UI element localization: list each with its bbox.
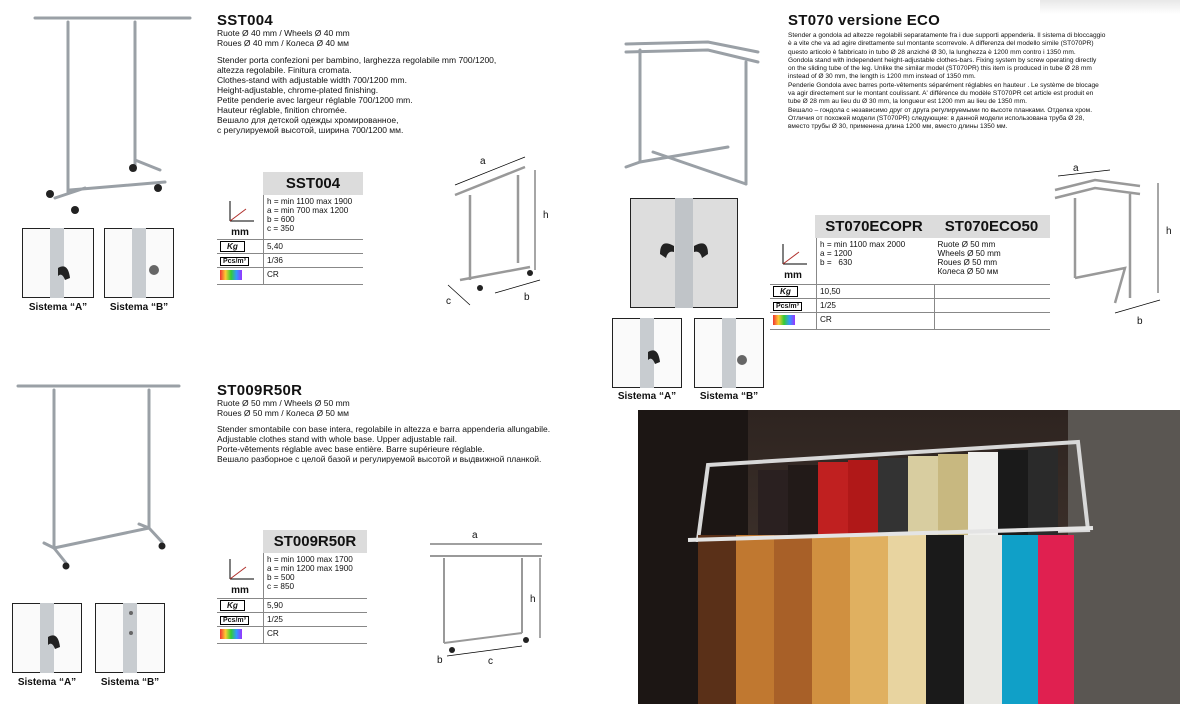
desc-line: вместо трубы Ø 30, применена длина 1200 мм, вместо длины 1350 мм. — [788, 123, 1008, 131]
st009-spec-table — [217, 530, 367, 644]
system-b-caption: Sistema “B” — [109, 302, 169, 313]
desc-line: Вешало разборное с целой базой и регулируемой высотой и выдвижной планкой. — [217, 454, 542, 464]
system-a-knob-image — [22, 228, 94, 298]
pcs-icon: Pcs/m³ — [220, 616, 249, 625]
st009-system-b-image — [95, 603, 165, 673]
desc-line: va agir directement sur le montant coulissant. A' différence du modèle ST070PR cet article est produit en — [788, 90, 1094, 98]
store-display-photo — [638, 410, 1180, 704]
weight-value: 5,40 — [264, 240, 364, 254]
dim-line: a = min 1200 max 1900 — [267, 564, 353, 573]
desc-line: Stender a gondola ad altezze regolabili separatamente fra i due supporti appenderia. Il sistema di bloccaggio — [788, 32, 1106, 39]
sst004-wheels — [217, 28, 350, 48]
color-finish-icon — [220, 270, 242, 280]
sst004-label-a: a — [480, 156, 486, 167]
st070-system-a-caption: Sistema “A” — [617, 391, 677, 402]
desc-line: Petite penderie avec largeur réglable 700/1200 mm. — [217, 95, 413, 105]
finish-value: CR — [264, 268, 364, 285]
mm-label: mm — [784, 270, 802, 281]
sst004-label-c: c — [446, 296, 451, 307]
desc-line: on the sliding tube of the leg. Unlike the similar model (ST070PR) this item is produced in tube Ø 28 mm — [788, 65, 1092, 73]
sst004-spec-table — [217, 172, 363, 285]
desc-line: Вешало – гондола с независимо друг от друга регулируемыми по высоте планками. Отделка хром. — [788, 106, 1093, 114]
st070-spec-table — [770, 215, 1050, 330]
st009-label-c: c — [488, 656, 493, 667]
wheel-line: Wheels Ø 50 mm — [937, 249, 1001, 258]
desc-line: Height-adjustable, chrome-plated finishing. — [217, 85, 379, 95]
st009-wheels-line: Roues Ø 50 mm / Колеса Ø 50 мм — [217, 408, 349, 418]
desc-line: Stender porta confezioni per bambino, larghezza regolabile mm 700/1200, — [217, 55, 497, 65]
page-corner-fold — [1040, 0, 1180, 14]
desc-line: Adjustable clothes stand with whole base. Upper adjustable rail. — [217, 434, 458, 444]
dim-line: a = 1200 — [820, 249, 853, 258]
st070-stand-image — [618, 22, 768, 197]
st070-label-a: a — [1073, 163, 1079, 174]
st009-label-h: h — [530, 594, 536, 605]
desc-line: è a vite che va ad agire direttamente sul montante scorrevole. A differenza del modello simile (ST070PR) — [788, 40, 1094, 48]
st070-clamp-image — [630, 198, 738, 308]
st009-wheels-line: Ruote Ø 50 mm / Wheels Ø 50 mm — [217, 398, 350, 408]
pcs-value: 1/36 — [264, 254, 364, 268]
desc-line: Hauteur réglable, finition chromée. — [217, 105, 347, 115]
sst004-dimension-drawing — [440, 155, 560, 310]
sst004-title: SST004 — [217, 12, 273, 29]
dim-line: b = 630 — [820, 258, 853, 267]
sst004-label-h: h — [543, 210, 549, 221]
mm-label: mm — [231, 227, 249, 238]
st009-wheels — [217, 398, 350, 418]
desc-line: Porte-vêtements réglable avec base entière. Barre supérieure réglable. — [217, 444, 485, 454]
desc-line: Penderie Gondola avec barres porte-vêtements séparément réglables en hauteur . Le système de blocage — [788, 81, 1099, 89]
st009-system-b-caption: Sistema “B” — [100, 677, 160, 688]
weight-value: 10,50 — [817, 284, 935, 298]
pcs-value: 1/25 — [817, 298, 935, 312]
desc-line: Отличия от похожей модели (ST070PR) следующие: в данной модели использована труба Ø 28, — [788, 114, 1085, 122]
st009-system-a-caption: Sistema “A” — [17, 677, 77, 688]
wheel-line: Колеса Ø 50 мм — [937, 267, 999, 276]
system-b-screw-image — [104, 228, 174, 298]
dimensions-icon — [220, 555, 260, 596]
st009-system-a-image — [12, 603, 82, 673]
dim-line: b = 500 — [267, 573, 295, 582]
weight-value: 5,90 — [264, 599, 368, 613]
desc-line: Вешало для детской одежды хромированное, — [217, 115, 399, 125]
dim-line: h = min 1100 max 1900 — [267, 197, 353, 206]
st070-description — [788, 32, 1105, 132]
sst004-description — [217, 55, 496, 135]
desc-line: Stender smontabile con base intera, regolabile in altezza e barra appenderia allungabile. — [217, 424, 551, 434]
desc-line: Gondola stand with independent height-adjustable clothes-bars. Fixing system by screw operating directly — [788, 56, 1097, 64]
pcs-icon: Pcs/m³ — [220, 257, 249, 266]
dim-line: b = 600 — [267, 215, 295, 224]
weight-icon: Kg — [773, 286, 798, 297]
st009-label-b: b — [437, 655, 443, 666]
sst004-wheels-line: Ruote Ø 40 mm / Wheels Ø 40 mm — [217, 28, 350, 38]
desc-line: instead of Ø 30 mm, the length is 1200 mm instead of 1350 mm. — [788, 73, 976, 81]
mm-label: mm — [231, 585, 249, 596]
wheel-line: Roues Ø 50 mm — [937, 258, 998, 267]
wheel-line: Ruote Ø 50 mm — [937, 240, 996, 249]
finish-value: CR — [817, 312, 935, 329]
st009-title: ST009R50R — [217, 382, 303, 399]
st070-system-b-caption: Sistema “B” — [699, 391, 759, 402]
st070-dimension-drawing — [1050, 168, 1170, 328]
weight-icon: Kg — [220, 241, 245, 252]
finish-value: CR — [264, 627, 368, 644]
desc-line: altezza regolabile. Finitura cromata. — [217, 65, 352, 75]
dim-line: h = min 1000 max 1700 — [267, 555, 353, 564]
dimensions-icon — [220, 197, 260, 237]
spec-table-header-50: ST070ECO50 — [933, 215, 1050, 238]
st070-system-b-image — [694, 318, 764, 388]
desc-line: Clothes-stand with adjustable width 700/1200 mm. — [217, 75, 407, 85]
color-finish-icon — [773, 315, 795, 325]
spec-table-header-pr: ST070ECOPR — [815, 215, 933, 238]
st009-description — [217, 424, 550, 464]
pcs-icon: Pcs/m³ — [773, 302, 802, 311]
sst004-wheels-line: Roues Ø 40 mm / Колеса Ø 40 мм — [217, 38, 349, 48]
weight-icon: Kg — [220, 600, 245, 611]
st009-label-a: a — [472, 530, 478, 541]
st070-title: ST070 versione ECO — [788, 12, 941, 29]
dim-line: c = 850 — [267, 582, 295, 591]
system-a-caption: Sistema “A” — [28, 302, 88, 313]
st070-system-a-image — [612, 318, 682, 388]
dim-line: h = min 1100 max 2000 — [820, 240, 906, 249]
spec-table-header: SST004 — [263, 172, 363, 195]
desc-line: с регулируемой высотой, ширина 700/1200 мм. — [217, 125, 404, 135]
dim-line: c = 350 — [267, 224, 295, 233]
spec-table-header: ST009R50R — [263, 530, 367, 553]
sst004-stand-image — [30, 10, 195, 220]
st070-label-h: h — [1166, 226, 1172, 237]
color-finish-icon — [220, 629, 242, 639]
sst004-label-b: b — [524, 292, 530, 303]
desc-line: tube Ø 28 mm au lieu du Ø 30 mm, la longueur est 1200 mm au lieu de 1350 mm. — [788, 98, 1027, 106]
desc-line: questo articolo è fabbricato in tubo Ø 28 anziché Ø 30, la lunghezza è 1200 mm contro i 1350 mm. — [788, 48, 1076, 56]
dimensions-icon — [773, 240, 813, 281]
dim-line: a = min 700 max 1200 — [267, 206, 349, 215]
pcs-value: 1/25 — [264, 613, 368, 627]
st009-stand-image — [14, 378, 189, 578]
st070-label-b: b — [1137, 316, 1143, 327]
